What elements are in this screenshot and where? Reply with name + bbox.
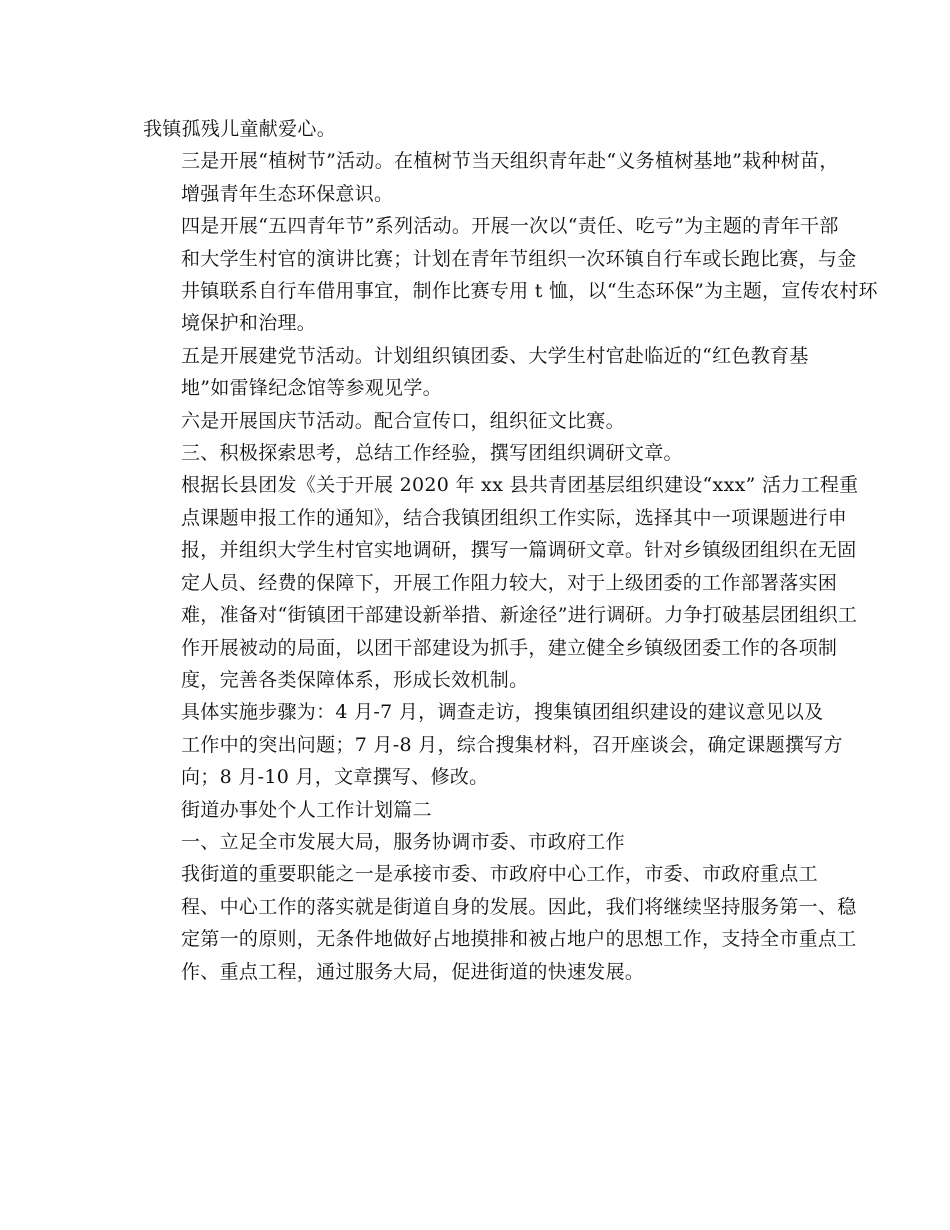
paragraph [143,858,857,988]
text-line: 增强青年生态环保意识。 [181,182,394,205]
paragraph [143,405,813,437]
text-line: 井镇联系自行车借用事宜，制作比赛专用 t 恤，以“生态环保”为主题，宣传农村环 [181,280,878,303]
text-line: 街道办事处个人工作计划篇二 [181,798,432,821]
paragraph [143,826,813,858]
text-line: 三是开展“植树节”活动。在植树节当天组织青年赴“义务植树基地”栽种树苗， [181,150,839,173]
paragraph [143,696,843,793]
text-line: 定人员、经费的保障下，开展工作阻力较大，对于上级团委的工作部署落实困 [181,571,838,594]
text-line: 报，并组织大学生村官实地调研，撰写一篇调研文章。针对乡镇级团组织在无固 [181,539,857,562]
text-line: 程、中心工作的落实就是街道自身的发展。因此，我们将继续坚持服务第一、稳 [181,895,857,918]
paragraph [143,210,878,340]
text-line: 境保护和治理。 [181,312,317,335]
text-line: 五是开展建党节活动。计划组织镇团委、大学生村官赴临近的“红色教育基 [181,344,809,367]
paragraph [143,794,813,826]
text-line: 三、积极探索思考，总结工作经验，撰写团组织调研文章。 [181,442,683,465]
text-line: 我街道的重要职能之一是承接市委、市政府中心工作，市委、市政府重点工 [181,863,818,886]
text-line: 度，完善各类保障体系，形成长效机制。 [181,668,529,691]
text-line: 定第一的原则，无条件地做好占地摸排和被占地户的思想工作，支持全市重点工 [181,928,857,951]
text-line: 向；8 月-10 月，文章撰写、修改。 [181,766,489,789]
paragraph [143,113,813,145]
paragraph [143,145,839,210]
text-line: 根据长县团发《关于开展 2020 年 xx 县共青团基层组织建设“xxx” 活力工程重 [181,474,859,497]
paragraph [143,437,813,469]
text-line: 作开展被动的局面，以团干部建设为抓手，建立健全乡镇级团委工作的各项制 [181,636,838,659]
paragraph [143,340,813,405]
text-line: 一、立足全市发展大局，服务协调市委、市政府工作 [181,830,625,853]
text-line: 地”如雷锋纪念馆等参观见学。 [181,377,442,400]
document-body [143,113,878,988]
paragraph [143,469,859,696]
text-line: 和大学生村官的演讲比赛；计划在青年节组织一次环镇自行车或长跑比赛，与金 [181,247,857,270]
text-line: 作、重点工程，通过服务大局，促进街道的快速发展。 [181,960,645,983]
text-line: 我镇孤残儿童献爱心。 [143,118,337,140]
text-line: 四是开展“五四青年节”系列活动。开展一次以“责任、吃亏”为主题的青年干部 [181,215,839,238]
text-line: 六是开展国庆节活动。配合宣传口，组织征文比赛。 [181,409,625,432]
text-line: 点课题申报工作的通知》，结合我镇团组织工作实际，选择其中一项课题进行申 [181,506,848,529]
text-line: 工作中的突出问题；7 月-8 月，综合搜集材料，召开座谈会，确定课题撰写方 [181,733,843,756]
text-line: 具体实施步骤为：4 月-7 月，调查走访，搜集镇团组织建设的建议意见以及 [181,701,824,724]
text-line: 难，准备对“街镇团干部建设新举措、新途径”进行调研。力争打破基层团组织工 [181,604,858,627]
